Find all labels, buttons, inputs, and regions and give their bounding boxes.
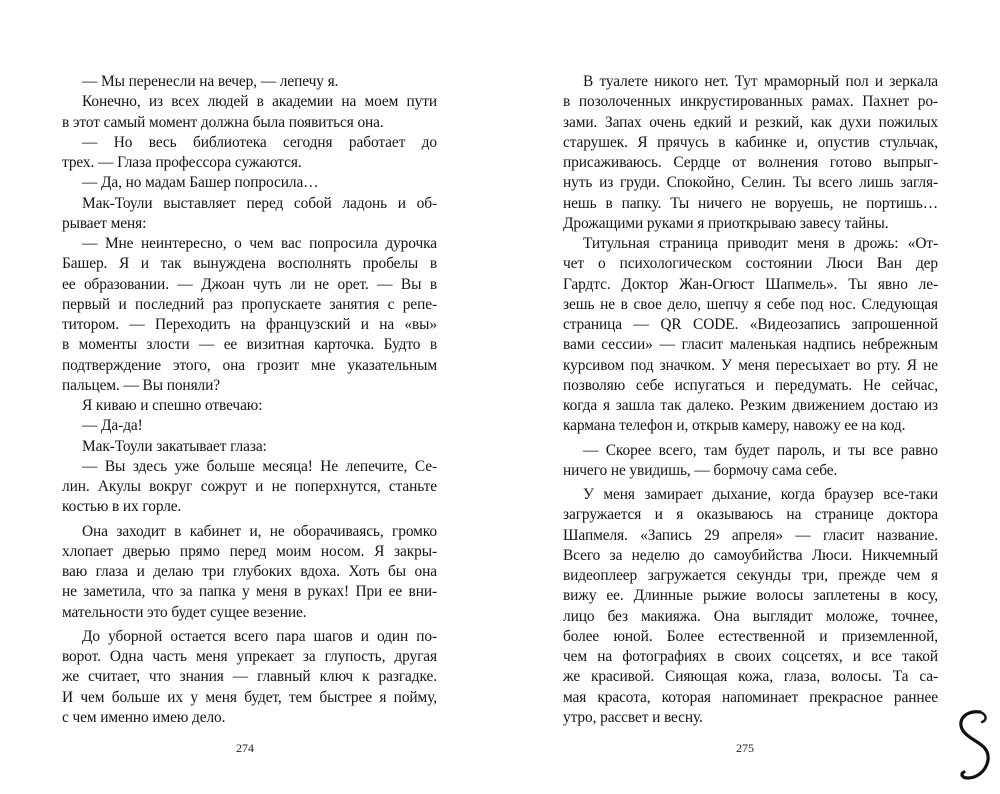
right-page-text-line: Дрожащими руками я приоткрываю завесу тайны.: [563, 214, 889, 232]
right-page-text-line: нешь в папку. Ты ничего не воруешь, не портишь…: [563, 194, 938, 212]
right-page-text-line: Титульная страница приводит меня в дрожь: «От-: [583, 235, 938, 252]
left-page-text-line: Я киваю и спешно отвечаю:: [82, 397, 263, 414]
right-page-text-line: У меня замирает дыхание, когда браузер все-таки: [583, 486, 938, 503]
left-page-text-line: ее образовании. — Джоан чуть ли не орет. — Вы в: [62, 275, 437, 293]
right-page-text-line: Гардтс. Доктор Жан-Огюст Шапмель». Ты явно ле-: [563, 275, 938, 293]
left-page-text: [62, 72, 437, 728]
right-page-text-line: Всего за неделю до самоубийства Люси. Никчемный: [563, 546, 938, 564]
left-page-text-line: в моменты злости — ее визитная карточка. Будто в: [62, 336, 437, 354]
right-page-text-line: лицо без макияжа. Она выглядит моложе, точнее,: [563, 607, 938, 625]
left-page-text-line: костью в их горле.: [62, 498, 182, 516]
right-page-text-line: присаживаюсь. Сердце от волнения готово выпрыг-: [563, 154, 938, 171]
right-page-text-line: когда я зашла так далеко. Резким движением достаю из: [563, 397, 938, 414]
left-page-text-line: пальцем. — Вы поняли?: [62, 376, 220, 394]
left-page-text-line: хлопает дверью прямо перед моим носом. Я закры-: [62, 542, 437, 560]
left-page-text-line: в этот самый момент должна была появиться она.: [62, 113, 384, 131]
right-page-text-line: загружается и я оказываюсь на странице доктора: [563, 506, 938, 524]
right-page-text-line: чет о психологическом состоянии Люси Ван дер: [563, 255, 938, 273]
left-page-text-line: ваю глаза и делаю три глубоких вдоха. Хоть бы она: [62, 563, 437, 580]
right-page-text-line: страница — QR CODE. «Видеозапись запрошенной: [563, 316, 938, 333]
right-page-text-line: кармана телефон и, открыв камеру, навожу ее на код.: [563, 417, 906, 435]
left-page-text-line: Конечно, из всех людей в академии на моем пути: [82, 93, 437, 111]
left-page-text-line: с чем именно имею дело.: [62, 708, 226, 726]
right-page-text-line: видеоплеер загружается секунды три, прежде чем я: [563, 567, 938, 584]
right-page-text-line: В туалете никого нет. Тут мраморный пол и зеркала: [583, 73, 938, 90]
right-page-text-line: позволяю себе испугаться и передумать. Не сейчас,: [563, 376, 938, 394]
left-page-text-line: Башер. Я и так вынуждена восполнять пробелы в: [62, 255, 437, 273]
left-page-text-line: лин. Акулы вокруг сожрут и не поперхнутся, станьте: [62, 478, 437, 495]
left-page-text-line: Мак-Тоули закатывает глаза:: [82, 437, 267, 455]
right-page-text-line: старушек. Я прячусь в кабинке и, опустив стульчак,: [563, 133, 938, 151]
right-page-text-line: Шапмеля. «Запись 29 апреля» — гласит название.: [563, 526, 938, 544]
left-page-text-line: И чем больше их у меня будет, тем быстрее я пойму,: [62, 688, 437, 706]
right-page-text-line: более юной. Более естественной и приземленной,: [563, 627, 938, 645]
left-page-text-line: Мак-Тоули выставляет перед собой ладонь и об-: [82, 194, 437, 212]
left-page-text-line: — Да, но мадам Башер попросила…: [82, 174, 319, 192]
left-page-text-line: подтверждение этого, она грозит мне указательным: [62, 356, 437, 374]
left-page-text-line: — Мне неинтересно, о чем вас попросила дурочка: [82, 235, 437, 252]
left-page-text-line: Она заходит в кабинет и, не оборачиваясь, громко: [82, 522, 437, 540]
right-page-text-line: — Скорее всего, там будет пароль, и ты все равно: [583, 441, 938, 459]
left-page-text-line: До уборной остается всего пара шагов и один по-: [82, 627, 437, 645]
right-page-text-line: вами сессии» — гласит маленькая надпись небрежным: [563, 336, 938, 354]
right-page-text: [563, 72, 938, 728]
right-page-text-line: в позолоченных инкрустированных рамах. Пахнет ро-: [563, 93, 938, 111]
right-page-text-line: вижу ее. Длинные рыжие волосы заплетены в косу,: [563, 587, 938, 605]
right-page-text-line: нуть из груди. Спокойно, Селин. Ты всего лишь загля-: [563, 174, 938, 192]
left-page-text-line: — Да-да!: [82, 417, 143, 435]
left-page-number: 274: [236, 741, 254, 755]
right-page-text-line: ничего не увидишь, — бормочу сама себе.: [563, 461, 838, 479]
left-page-text-line: рывает меня:: [62, 214, 147, 232]
left-page-text-line: первый и последний раз пропускаете занятия с репе-: [62, 295, 437, 313]
left-page-text-line: — Вы здесь уже больше месяца! Не лепечите, Се-: [82, 457, 437, 475]
left-page-text-line: не заметила, что за папка у меня в руках! При ее вни-: [62, 583, 437, 601]
right-page-text-line: мая красота, которая напоминает прекрасное раннее: [563, 688, 938, 706]
right-page-text-line: чем на фотографиях в своих соцсетях, и все такой: [563, 648, 938, 665]
left-page-text-line: трех. — Глаза профессора сужаются.: [62, 154, 302, 171]
right-page-text-line: зешь не в свое дело, шепчу я себе под нос. Следующая: [563, 295, 938, 313]
publisher-logo-icon: [950, 708, 994, 782]
right-page-text-line: же красивой. Сияющая кожа, глаза, волосы. Та са-: [563, 668, 938, 686]
left-page-text-line: ворот. Одна часть меня упрекает за глупость, другая: [62, 648, 437, 665]
right-page-text-line: утро, рассвет и весну.: [563, 708, 703, 726]
right-page-number: 275: [736, 741, 754, 755]
left-page-text-line: же считает, что знания — главный ключ к разгадке.: [62, 668, 437, 686]
left-page-text-line: — Но весь библиотека сегодня работает до: [82, 133, 437, 151]
left-page-text-line: мательности это будет сущее везение.: [62, 603, 307, 621]
left-page-text-line: — Мы перенесли на вечер, — лепечу я.: [82, 73, 339, 90]
right-page-text-line: зами. Запах очень едкий и резкий, как духи пожилых: [563, 113, 938, 131]
right-page-text-line: курсивом под значком. У меня пересыхает во рту. Я не: [563, 356, 938, 374]
left-page-text-line: титором. — Переходить на французский и на «вы»: [62, 316, 437, 333]
